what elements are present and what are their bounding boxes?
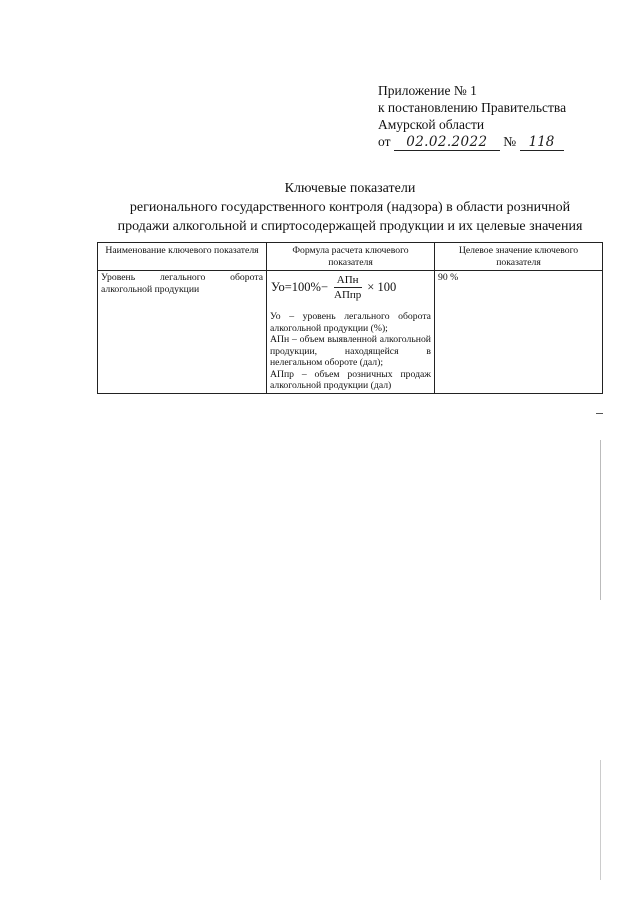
definition-item: АПпр – объем розничных продаж алкогольной продукции (дал)	[270, 368, 431, 391]
title-line-3: продажи алкогольной и спиртосодержащей продукции и их целевые значения	[117, 219, 583, 234]
formula-cell	[267, 271, 435, 394]
formula	[271, 274, 431, 301]
header-target-value: Целевое значение ключевого показателя	[435, 243, 603, 271]
header-formula: Формула расчета ключевого показателя	[267, 243, 435, 271]
scan-artifact	[596, 413, 603, 414]
table-row	[98, 271, 603, 394]
target-value: 90 %	[438, 272, 459, 283]
appendix-block	[378, 82, 618, 151]
document-title	[60, 179, 640, 236]
formula-denominator: АПпр	[334, 289, 362, 301]
appendix-number: Приложение № 1	[378, 83, 477, 98]
definition-item: Уо – уровень легального оборота алкогольной продукции (%);	[270, 311, 431, 334]
indicator-name-cell	[98, 271, 267, 394]
number-sign: №	[503, 134, 517, 149]
title-line-2: регионального государственного контроля (надзора) в области розничной	[129, 200, 571, 215]
formula-base: 100%	[291, 279, 321, 294]
formula-definitions	[270, 311, 431, 392]
formula-fraction	[331, 274, 364, 301]
formula-eq: =	[284, 279, 292, 294]
formula-lhs: Уо	[271, 279, 285, 294]
target-value-cell	[435, 271, 603, 394]
appendix-resolution-ref: к постановлению Правительства	[378, 100, 567, 115]
header-indicator-name: Наименование ключевого показателя	[98, 243, 267, 271]
title-line-1: Ключевые показатели	[284, 181, 416, 196]
formula-numerator: АПн	[334, 274, 362, 288]
handwritten-number: 118	[520, 135, 564, 151]
from-prefix: от	[378, 134, 391, 149]
scan-artifact	[600, 760, 601, 880]
definition-item: АПн – объем выявленной алкогольной продукции, находящейся в нелегальном обороте (дал);	[270, 334, 431, 368]
appendix-date-line	[378, 133, 618, 151]
handwritten-date: 02.02.2022	[394, 135, 500, 151]
indicators-table	[97, 242, 603, 394]
appendix-region: Амурской области	[378, 117, 485, 132]
scan-artifact	[600, 440, 601, 600]
table-header-row	[98, 243, 603, 271]
indicator-name: Уровень легального оборота алкогольной продукции	[101, 272, 263, 295]
formula-multiplier: × 100	[367, 279, 397, 294]
formula-minus: −	[320, 279, 328, 294]
